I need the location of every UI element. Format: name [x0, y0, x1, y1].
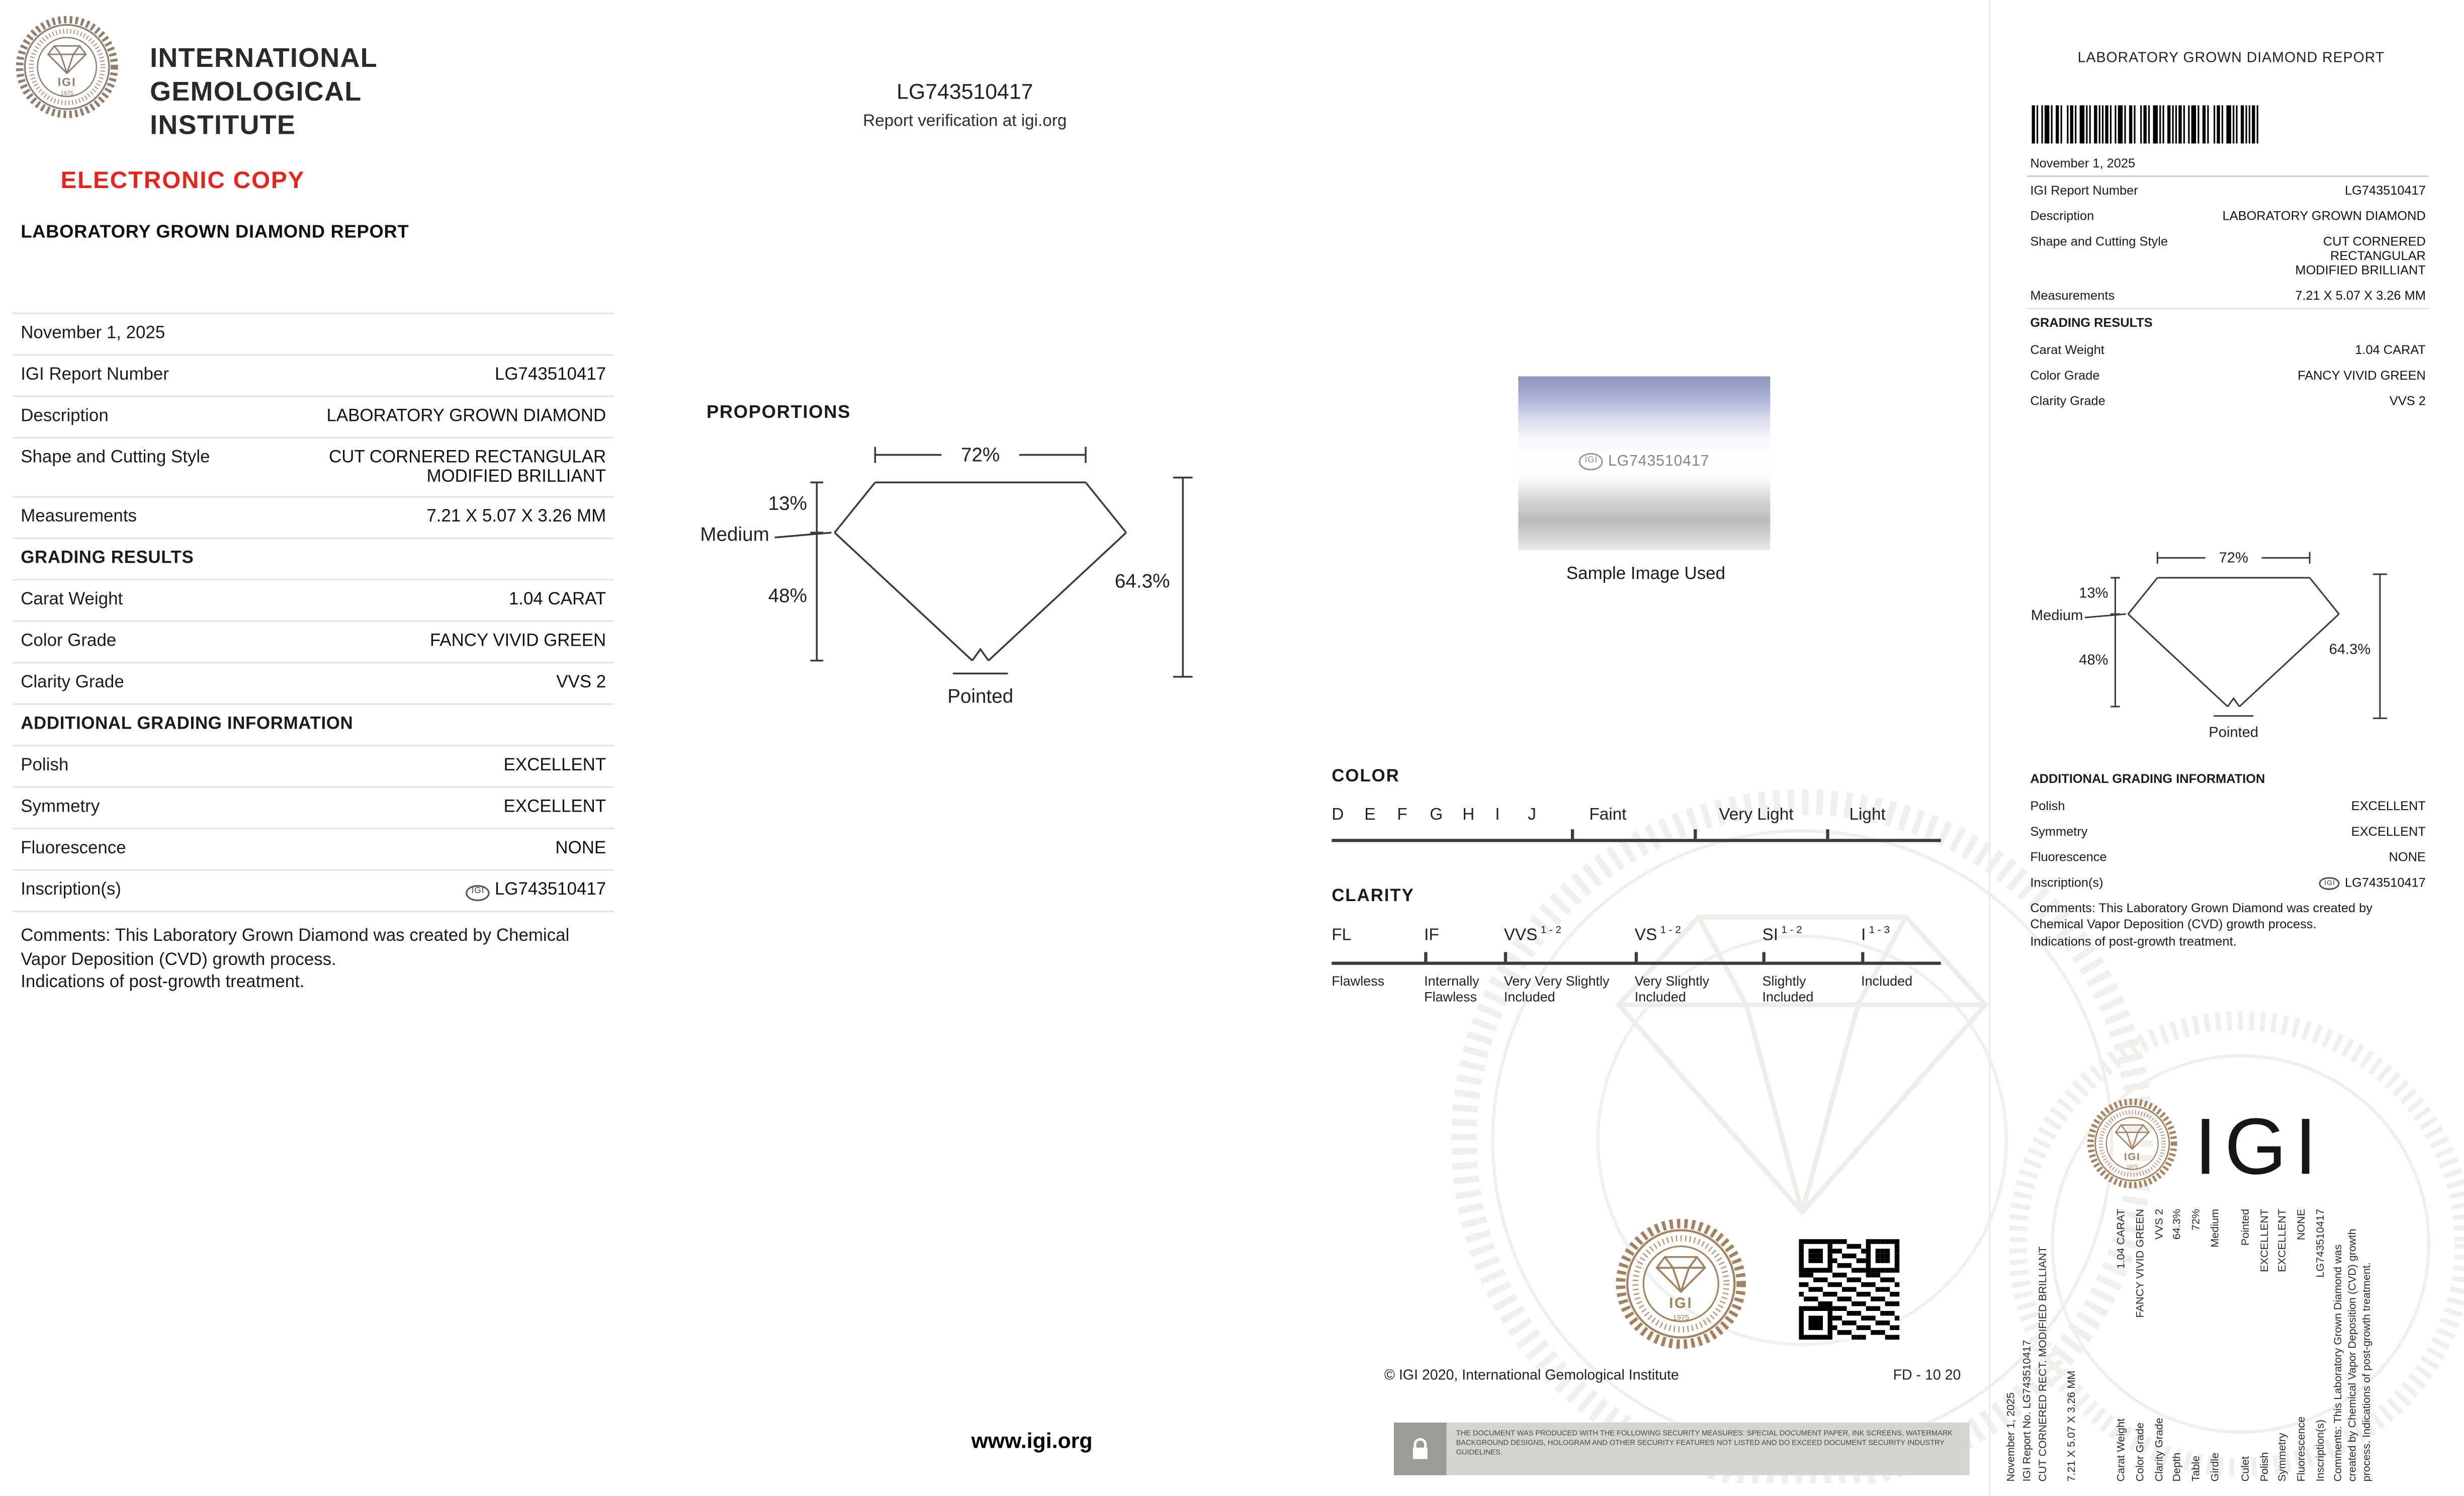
stub-carat-label: Carat Weight [2030, 342, 2104, 357]
comments-text-2: Indications of post-growth treatment. [21, 973, 305, 992]
rot-row: Girdle Medium [2210, 1208, 2222, 1482]
description-row [13, 397, 614, 438]
stub-fluorescence-label: Fluorescence [2030, 849, 2107, 864]
electronic-copy-label: ELECTRONIC COPY [60, 167, 305, 195]
scale-tick [1694, 829, 1696, 839]
comments-block [13, 912, 614, 994]
stub-polish-row [2027, 793, 2429, 818]
comments-label: Comments: [21, 926, 111, 946]
stub-symmetry-row [2027, 818, 2429, 844]
crown-pct-label: 13% [768, 493, 807, 515]
stub-description-label: Description [2030, 208, 2094, 223]
rot-row: Fluorescence NONE [2297, 1208, 2308, 1482]
report-number-row [13, 356, 614, 397]
stub-color-value: FANCY VIVID GREEN [2298, 368, 2426, 382]
color-range-faint: Faint [1589, 805, 1627, 825]
clarity-code: SI $^{1 - 2}$ [1762, 925, 1802, 945]
proportions-diagram [697, 434, 1215, 742]
stub-inscription-row [2027, 869, 2429, 895]
igi-foil-seal [1614, 1217, 1748, 1351]
stub-inscription-number: LG743510417 [2344, 874, 2426, 890]
igi-overlay-mark-icon: IGI [1579, 453, 1603, 470]
stub-date: November 1, 2025 [2027, 150, 2429, 177]
stub-color-row [2027, 362, 2429, 388]
rot-row: Depth 64.3% [2173, 1208, 2184, 1482]
color-scale [1332, 806, 1941, 842]
stub-carat-row [2027, 336, 2429, 362]
igi-logotype: IGI [2194, 1102, 2325, 1192]
stub-polish-value: EXCELLENT [2351, 798, 2426, 813]
color-grade-row [13, 622, 614, 663]
clarity-scale-title: CLARITY [1332, 887, 1415, 906]
polish-row [13, 746, 614, 787]
stub-igi-seal [2086, 1097, 2178, 1190]
stub-report-number-row [2027, 177, 2429, 203]
security-text: THE DOCUMENT WAS PRODUCED WITH THE FOLLOWING SECURITY MEASURES: SPECIAL DOCUMENT PAPER, INK SCREENS, WATERMARK BACKGROUND DESIGNS, HOLOGRAM AND OTHER SECURITY FEATURES NOT LISTED AND DO EXCEED DOCUMENT SECURITY INDUSTRY GUIDELINES. [1456, 1429, 1953, 1456]
rot-row: Carat Weight 1.04 CARAT [2117, 1208, 2128, 1482]
measurements-label: Measurements [21, 507, 137, 526]
brand-name [150, 41, 378, 142]
clarity-label: Slightly Included [1762, 972, 1814, 1004]
symmetry-label: Symmetry [21, 797, 100, 817]
scale-tick [1763, 951, 1765, 961]
stub-rotated-content [2003, 1206, 2464, 1485]
fluorescence-row [13, 829, 614, 870]
website-link[interactable]: www.igi.org [971, 1429, 1093, 1453]
color-grade-letter: E [1364, 805, 1376, 825]
table-pct-label: 72% [960, 444, 1000, 466]
stub-clarity-label: Clarity Grade [2030, 393, 2105, 408]
scale-tick [1571, 829, 1573, 839]
color-range-light: Light [1849, 805, 1886, 825]
igi-inscription-mark-icon: IGI [466, 885, 490, 901]
report-number-heading: LG743510417 [897, 79, 1033, 104]
stub-carat-value: 1.04 CARAT [2355, 342, 2426, 357]
description-label: Description [21, 406, 109, 426]
clarity-code: IF [1424, 926, 1439, 945]
stub-additional-table [2027, 765, 2429, 950]
clarity-code: FL [1332, 926, 1352, 945]
table-pct-label: 72% [2219, 550, 2248, 566]
color-range-very-light: Very Light [1719, 805, 1794, 825]
shape-row [13, 438, 614, 497]
stub-details-table [2027, 150, 2429, 413]
form-code: FD - 10 20 [1893, 1366, 1961, 1383]
verification-note: Report verification at igi.org [863, 112, 1067, 131]
rot-date: November 1, 2025 [2005, 1392, 2017, 1482]
clarity-grade-label: Clarity Grade [21, 673, 124, 692]
clarity-grade-row [13, 663, 614, 705]
svg-text:IGI: IGI [1669, 1295, 1693, 1312]
color-grade-letter: J [1528, 805, 1536, 825]
stub-grading-header: GRADING RESULTS [2027, 308, 2429, 336]
color-scale-title: COLOR [1332, 767, 1400, 786]
svg-text:1975: 1975 [60, 91, 73, 97]
stub-separator-line [1989, 0, 1990, 1496]
stub-rotated-strip [2003, 1206, 2464, 1485]
sample-overlay-number: LG743510417 [1608, 453, 1710, 471]
report-type-title: LABORATORY GROWN DIAMOND REPORT [21, 223, 409, 243]
stub-shape-row [2027, 228, 2429, 283]
svg-text:1975: 1975 [1673, 1313, 1690, 1322]
stub-shape-value: CUT CORNERED RECTANGULAR MODIFIED BRILLIANT [2295, 233, 2426, 277]
stub-color-label: Color Grade [2030, 368, 2100, 382]
stub-comments [2027, 896, 2429, 950]
stub-measurements-value: 7.21 X 5.07 X 3.26 MM [2295, 288, 2426, 302]
stub-polish-label: Polish [2030, 798, 2065, 813]
rot-row: Culet Pointed [2240, 1208, 2252, 1482]
date-row [13, 314, 614, 356]
stub-clarity-row [2027, 388, 2429, 413]
stub-symmetry-value: EXCELLENT [2351, 824, 2426, 838]
pavilion-pct-label: 48% [2079, 652, 2108, 668]
qr-code [1799, 1239, 1899, 1340]
igi-seal-logo [15, 15, 120, 120]
additional-grading-header: ADDITIONAL GRADING INFORMATION [13, 705, 614, 746]
description-value: LABORATORY GROWN DIAMOND [326, 406, 606, 426]
copyright-text: © IGI 2020, International Gemological Institute [1384, 1366, 1679, 1383]
color-scale-section [1332, 767, 1941, 842]
symmetry-value: EXCELLENT [503, 797, 606, 817]
symmetry-row [13, 788, 614, 829]
clarity-code: I $^{1 - 3}$ [1861, 925, 1890, 945]
crown-pct-label: 13% [2079, 585, 2108, 601]
clarity-label: Internally Flawless [1424, 972, 1479, 1004]
measurements-value: 7.21 X 5.07 X 3.26 MM [426, 507, 606, 526]
pavilion-pct-label: 48% [768, 585, 807, 607]
clarity-code: VVS $^{1 - 2}$ [1504, 925, 1561, 945]
color-grade-letter: G [1430, 805, 1443, 825]
clarity-grade-value: VVS 2 [556, 673, 606, 692]
girdle-label: Medium [2031, 607, 2083, 624]
stub-title: LABORATORY GROWN DIAMOND REPORT [2077, 49, 2385, 66]
sample-image-caption: Sample Image Used [1566, 564, 1726, 584]
clarity-label: Very Very Slightly Included [1504, 972, 1610, 1004]
grading-results-header: GRADING RESULTS [13, 539, 614, 580]
fluorescence-label: Fluorescence [21, 839, 126, 858]
color-grade-value: FANCY VIVID GREEN [429, 631, 606, 651]
rot-report-no: IGI Report No. LG743510417 [2021, 1340, 2033, 1482]
shape-value: CUT CORNERED RECTANGULAR MODIFIED BRILLIANT [329, 448, 606, 487]
rot-row: Symmetry EXCELLENT [2278, 1208, 2290, 1482]
clarity-label: Flawless [1332, 972, 1385, 988]
color-grade-letter: F [1397, 805, 1407, 825]
color-grade-letter: D [1332, 805, 1344, 825]
brand-line-2: GEMOLOGICAL [150, 76, 362, 107]
rot-row: Clarity Grade VVS 2 [2154, 1208, 2165, 1482]
depth-pct-label: 64.3% [2329, 641, 2371, 658]
scale-tick [1424, 951, 1427, 961]
stub-description-row [2027, 203, 2429, 228]
fluorescence-value: NONE [555, 839, 606, 858]
depth-pct-label: 64.3% [1114, 570, 1170, 592]
rot-row: Inscription(s) LG743510417 [2315, 1208, 2327, 1482]
culet-label: Pointed [2209, 724, 2259, 741]
clarity-labels [1332, 972, 1941, 1004]
color-grade-label: Color Grade [21, 631, 117, 651]
clarity-scale-section [1332, 887, 1941, 1004]
clarity-label: Very Slightly Included [1634, 972, 1710, 1004]
inscription-row [13, 871, 614, 912]
girdle-label: Medium [700, 523, 769, 546]
security-lock-icon [1394, 1423, 1447, 1475]
report-date: November 1, 2025 [21, 323, 165, 343]
svg-text:IGI: IGI [2124, 1152, 2141, 1163]
carat-value: 1.04 CARAT [508, 590, 606, 609]
inscription-label: Inscription(s) [21, 880, 121, 900]
svg-text:1975: 1975 [2127, 1164, 2138, 1170]
scale-tick [1504, 951, 1507, 961]
color-grade-letter: I [1495, 805, 1500, 825]
scale-tick [1826, 829, 1828, 839]
proportions-title: PROPORTIONS [706, 403, 851, 423]
stub-comments-label: Comments: [2030, 900, 2096, 915]
clarity-scale [1332, 925, 1941, 964]
clarity-label: Included [1861, 972, 1913, 988]
inscription-value [466, 881, 606, 901]
rot-row: Table 72% [2191, 1208, 2203, 1482]
svg-text:IGI: IGI [57, 75, 76, 89]
stub-inscription-value [2320, 875, 2426, 890]
color-grade-letter: H [1462, 805, 1475, 825]
comments-text: This Laboratory Grown Diamond was created by Chemical Vapor Deposition (CVD) growth process. [21, 926, 570, 969]
stub-fluorescence-row [2027, 844, 2429, 869]
rot-shape: CUT CORNERED RECT. MODIFIED BRILLIANT [2038, 1246, 2050, 1482]
inscription-number: LG743510417 [495, 880, 606, 900]
carat-label: Carat Weight [21, 590, 123, 609]
igi-inscription-mark-icon: IGI [2320, 876, 2340, 890]
stub-fluorescence-value: NONE [2389, 849, 2426, 864]
stub-clarity-value: VVS 2 [2389, 393, 2426, 408]
scale-tick [1635, 951, 1637, 961]
scale-tick [1861, 951, 1864, 961]
stub-report-number-label: IGI Report Number [2030, 183, 2138, 197]
stub-measurements-label: Measurements [2030, 288, 2115, 302]
stub-shape-label: Shape and Cutting Style [2030, 233, 2168, 248]
security-strip [1394, 1423, 1970, 1475]
rot-comments: Comments: This Laboratory Grown Diamond was created by Chemical Vapor Deposition (CVD) growth process. Indications of post-growth treatment. [2333, 1228, 2372, 1482]
stub-additional-header: ADDITIONAL GRADING INFORMATION [2030, 772, 2265, 786]
carat-row [13, 580, 614, 622]
stub-inscription-label: Inscription(s) [2030, 874, 2103, 890]
stub-symmetry-label: Symmetry [2030, 824, 2088, 838]
report-number-label: IGI Report Number [21, 365, 169, 385]
sample-image-overlay [1518, 453, 1770, 471]
shape-label: Shape and Cutting Style [21, 448, 210, 468]
brand-line-1: INTERNATIONAL [150, 43, 378, 73]
rot-row: Color Grade FANCY VIVID GREEN [2135, 1208, 2147, 1482]
brand-line-3: INSTITUTE [150, 110, 296, 141]
stub-description-value: LABORATORY GROWN DIAMOND [2222, 208, 2426, 223]
stub-proportions-diagram [2029, 542, 2403, 765]
polish-label: Polish [21, 756, 69, 775]
polish-value: EXCELLENT [503, 756, 606, 775]
stub-barcode [2030, 105, 2263, 143]
report-number-value: LG743510417 [495, 365, 606, 385]
stub-measurements-row [2027, 282, 2429, 308]
measurements-row [13, 498, 614, 539]
stub-report-number-value: LG743510417 [2344, 183, 2426, 197]
sample-image [1518, 376, 1770, 550]
culet-label: Pointed [947, 685, 1014, 708]
report-details-table [13, 313, 614, 995]
rot-row: Polish EXCELLENT [2259, 1208, 2270, 1482]
stub-comments-text-2: Indications of post-growth treatment. [2030, 933, 2237, 948]
clarity-code: VS $^{1 - 2}$ [1634, 925, 1681, 945]
rot-measurements: 7.21 X 5.07 X 3.26 MM [2067, 1370, 2078, 1482]
stub-comments-text: This Laboratory Grown Diamond was created by Chemical Vapor Deposition (CVD) growth process. [2030, 900, 2373, 932]
